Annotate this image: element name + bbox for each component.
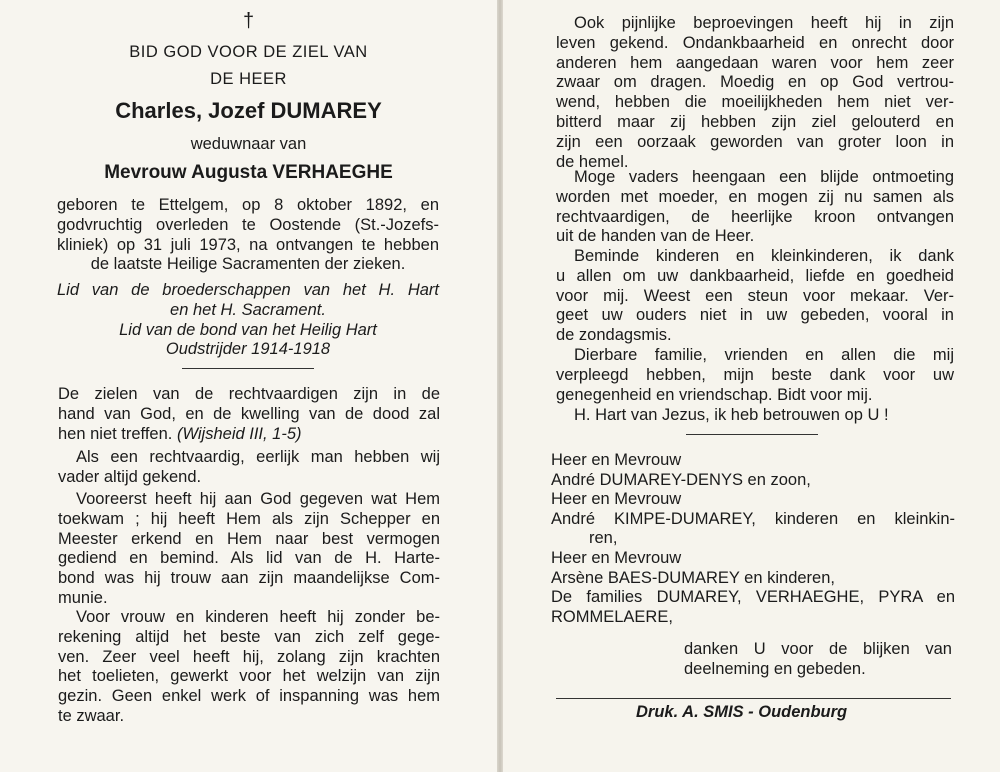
divider [182, 368, 314, 369]
family-line: De families DUMAREY, VERHAEGHE, PYRA en [551, 588, 955, 607]
family-list [551, 451, 955, 627]
family-line: Heer en Mevrouw [551, 451, 682, 469]
text-line: uit de handen van de Heer. [556, 227, 755, 246]
text-line: gediend en bemind. Als lid van de H. Harte- [58, 549, 440, 568]
membership-block [57, 281, 439, 360]
text-line: hen niet treffen. [58, 424, 173, 443]
footer-rule [556, 698, 951, 699]
text-line: toekwam ; hij heeft Hem als zijn Schepper en [58, 509, 440, 528]
family-line: Heer en Mevrouw [551, 490, 682, 509]
text-line: Als een rechtvaardig, eerlijk man hebben wij [76, 448, 440, 466]
text-line: Vooreerst heeft hij aan God gegeven wat Hem [76, 490, 440, 508]
invocation-text: H. Hart van Jezus, ik heb betrouwen op U ! [574, 406, 889, 424]
text-line: godvruchtig overleden te Oostende (St.-Jozefs- [57, 215, 439, 234]
text-line: munie. [58, 588, 108, 607]
family-line: Heer en Mevrouw [551, 548, 682, 567]
text-line: Oudstrijder 1914-1918 [165, 340, 331, 359]
text-line: Lid van de bond van het Heilig Hart [119, 320, 377, 339]
cross-symbol: † [242, 10, 255, 32]
spouse-name: Mevrouw Augusta VERHAEGHE [104, 162, 393, 183]
text-line: bond was hij trouw aan zijn maandelijkse Com- [58, 569, 440, 588]
family-paragraph [58, 608, 440, 727]
text-line: gezin. Geen enkel werk of inspanning was hem [58, 687, 440, 706]
text-line: verpleegd hebben, mijn beste dank voor uw [556, 365, 954, 384]
scripture-reference: (Wijsheid III, 1-5) [176, 424, 302, 443]
birth-death-block [57, 196, 439, 275]
text-line: voor mij. Weest een steun voor mekaar. Ver- [556, 286, 954, 305]
children-paragraph [556, 247, 954, 346]
text-line: danken U voor de blijken van [684, 640, 952, 658]
text-line: Lid van de broederschappen van het H. Hart [57, 281, 439, 299]
text-line: kliniek) op 31 juli 1973, na ontvangen te hebben [57, 235, 439, 254]
text-line: Dierbare familie, vrienden en allen die mij [574, 346, 954, 364]
text-line: rekening altijd het beste van zich zelf gege- [58, 627, 440, 646]
divider [686, 434, 818, 435]
deceased-name: Charles, Jozef DUMAREY [115, 98, 382, 123]
family-line: André KIMPE-DUMAREY, kinderen en kleinkin- [551, 509, 955, 528]
text-line: de laatste Heilige Sacramenten der zieken. [90, 255, 406, 274]
text-line: geet uw ouders niet in uw gebeden, vooral in [556, 306, 954, 325]
trials-paragraph [556, 14, 954, 172]
thanks-block [684, 640, 952, 680]
scripture-paragraph [58, 385, 440, 444]
friends-paragraph [556, 346, 954, 405]
family-line: André DUMAREY-DENYS en zoon, [551, 470, 811, 489]
text-line: ven. Zeer veel heeft hij, zolang zijn krachten [58, 647, 440, 666]
text-line: Voor vrouw en kinderen heeft hij zonder be- [76, 608, 440, 626]
text-line: Meester erkend en Hem naar best vermogen [58, 529, 440, 548]
text-line: worden met moeder, en mogen zij nu samen als [556, 187, 954, 206]
text-line: de hemel. [556, 152, 629, 171]
text-line: de zondagsmis. [556, 326, 672, 345]
text-line: en het H. Sacrament. [170, 300, 326, 319]
right-page [503, 0, 1000, 772]
text-line: vader altijd gekend. [58, 467, 202, 486]
text-line: te zwaar. [58, 706, 125, 725]
righteous-paragraph [58, 448, 440, 488]
text-line: geboren te Ettelgem, op 8 oktober 1892, en [57, 196, 439, 214]
text-line: bitterd maar zij hebben zijn ziel gelouterd en [556, 112, 954, 131]
text-line: deelneming en gebeden. [684, 659, 866, 678]
family-line: ROMMELAERE, [551, 607, 673, 626]
faith-paragraph [58, 490, 440, 609]
text-line: Moge vaders heengaan een blijde ontmoeting [574, 168, 954, 186]
printer-credit: Druk. A. SMIS - Oudenburg [636, 703, 848, 721]
family-line: ren, [589, 529, 618, 548]
text-line: het toelieten, gewerkt voor het welzijn van zijn [58, 667, 440, 686]
text-line: hand van God, en de kwelling van de dood zal [58, 404, 440, 423]
text-line: Ook pijnlijke beproevingen heeft hij in zijn [574, 14, 954, 32]
text-line: Beminde kinderen en kleinkinderen, ik dank [574, 247, 954, 265]
text-line: anderen hem aangedaan waren voor hem zeer [556, 53, 954, 72]
relation-text: weduwnaar van [190, 135, 307, 153]
text-line: u allen om uw dankbaarheid, liefde en goedheid [556, 266, 954, 285]
left-page [0, 0, 497, 772]
text-line: zwaar om dragen. Moedig en op God vertrou- [556, 73, 954, 92]
text-line: De zielen van de rechtvaardigen zijn in de [58, 385, 440, 403]
title-heading: DE HEER [210, 70, 287, 88]
reunion-paragraph [556, 168, 954, 247]
text-line: wend, hebben die moeilijkheden hem niet ver- [556, 93, 954, 112]
prayer-heading: BID GOD VOOR DE ZIEL VAN [129, 43, 368, 61]
text-line: zijn een oorzaak geworden van groter loon in [556, 132, 954, 151]
text-line: genegenheid en vriendschap. Bidt voor mij. [556, 385, 873, 404]
text-line: leven gekend. Ondankbaarheid en onrecht door [556, 33, 954, 52]
family-line: Arsène BAES-DUMAREY en kinderen, [551, 568, 835, 587]
text-line: rechtvaardigen, de heerlijke kroon ontvangen [556, 207, 954, 226]
